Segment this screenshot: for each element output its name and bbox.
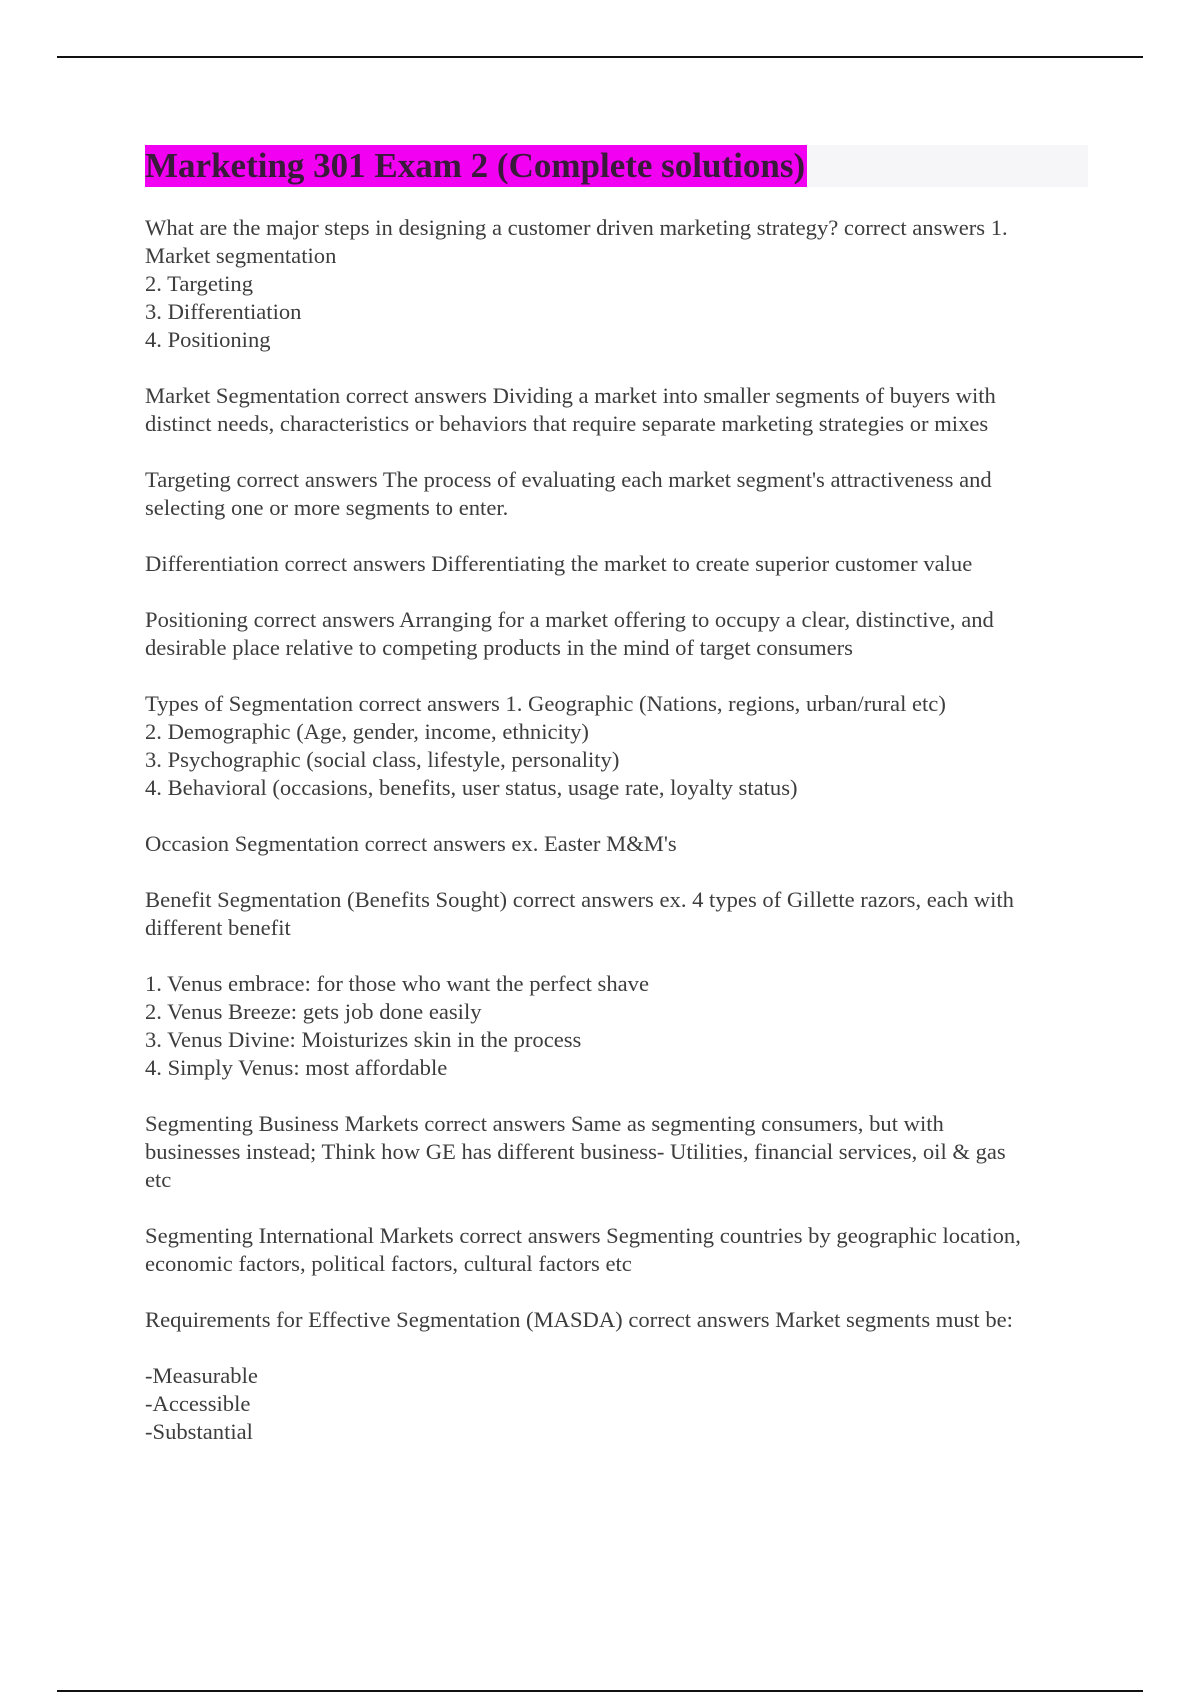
text-line: etc — [145, 1167, 172, 1192]
text-line: Market Segmentation correct answers Dividing a market into smaller segments of buyers with — [145, 383, 996, 408]
text-line: Positioning correct answers Arranging for a market offering to occupy a clear, distinctive, and — [145, 607, 994, 632]
text-line: different benefit — [145, 915, 291, 940]
qa-block — [145, 690, 1095, 802]
qa-block — [145, 550, 1095, 578]
text-line: businesses instead; Think how GE has different business- Utilities, financial services, oil & gas — [145, 1139, 1006, 1164]
text-line: 4. Positioning — [145, 327, 271, 352]
text-line: Segmenting Business Markets correct answers Same as segmenting consumers, but with — [145, 1111, 944, 1136]
qa-block — [145, 214, 1095, 354]
text-line: 1. Venus embrace: for those who want the perfect shave — [145, 971, 650, 996]
text-line: economic factors, political factors, cultural factors etc — [145, 1251, 632, 1276]
text-line: 2. Targeting — [145, 271, 254, 296]
top-rule — [57, 56, 1143, 58]
qa-block — [145, 466, 1095, 522]
text-line: 2. Demographic (Age, gender, income, ethnicity) — [145, 719, 589, 744]
qa-block — [145, 1222, 1095, 1278]
text-line: 3. Psychographic (social class, lifestyle, personality) — [145, 747, 620, 772]
qa-block — [145, 1110, 1095, 1194]
document-body — [145, 214, 1095, 1474]
qa-block — [145, 970, 1095, 1082]
text-line: 3. Differentiation — [145, 299, 302, 324]
qa-block — [145, 886, 1095, 942]
text-line: Targeting correct answers The process of evaluating each market segment's attractiveness and — [145, 467, 992, 492]
qa-block — [145, 1306, 1095, 1334]
bottom-rule — [57, 1690, 1143, 1692]
text-line: Benefit Segmentation (Benefits Sought) correct answers ex. 4 types of Gillette razors, each with — [145, 887, 1014, 912]
text-line: Segmenting International Markets correct answers Segmenting countries by geographic location, — [145, 1223, 1021, 1248]
text-line: What are the major steps in designing a customer driven marketing strategy? correct answers 1. — [145, 215, 1008, 240]
qa-block — [145, 382, 1095, 438]
document-title: Marketing 301 Exam 2 (Complete solutions) — [145, 146, 806, 185]
text-line: -Measurable — [145, 1363, 258, 1388]
text-line: Market segmentation — [145, 243, 337, 268]
text-line: Occasion Segmentation correct answers ex. Easter M&M's — [145, 831, 677, 856]
text-line: 3. Venus Divine: Moisturizes skin in the process — [145, 1027, 582, 1052]
text-line: 4. Behavioral (occasions, benefits, user status, usage rate, loyalty status) — [145, 775, 798, 800]
text-line: 2. Venus Breeze: gets job done easily — [145, 999, 482, 1024]
text-line: Types of Segmentation correct answers 1. Geographic (Nations, regions, urban/rural etc) — [145, 691, 946, 716]
qa-block — [145, 606, 1095, 662]
text-line: -Substantial — [145, 1419, 253, 1444]
qa-block — [145, 830, 1095, 858]
text-line: 4. Simply Venus: most affordable — [145, 1055, 448, 1080]
text-line: selecting one or more segments to enter. — [145, 495, 509, 520]
qa-block — [145, 1362, 1095, 1446]
text-line: -Accessible — [145, 1391, 251, 1416]
text-line: Requirements for Effective Segmentation (MASDA) correct answers Market segments must be: — [145, 1307, 1013, 1332]
text-line: Differentiation correct answers Differentiating the market to create superior customer value — [145, 551, 973, 576]
text-line: distinct needs, characteristics or behaviors that require separate marketing strategies or mixes — [145, 411, 989, 436]
text-line: desirable place relative to competing products in the mind of target consumers — [145, 635, 853, 660]
